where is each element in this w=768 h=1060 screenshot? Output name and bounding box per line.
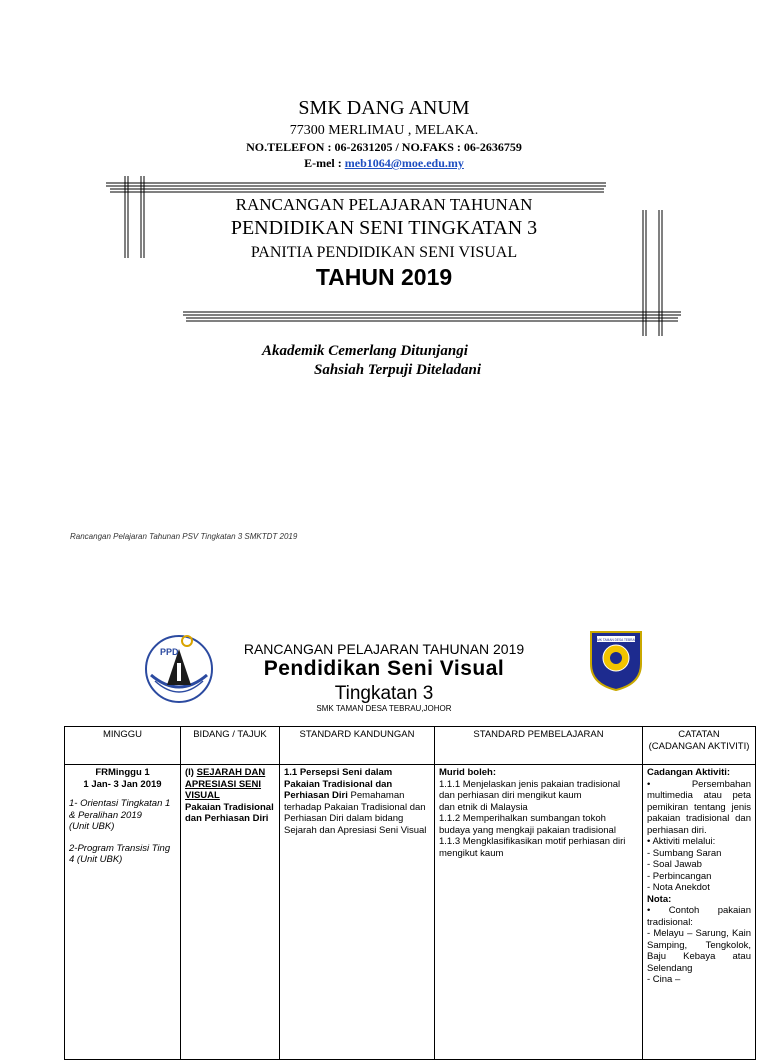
school-name: SMK DANG ANUM xyxy=(298,97,470,119)
week-note-1: 1- Orientasi Tingkatan 1 & Peralihan 2019 xyxy=(69,798,171,821)
subject-title: PENDIDIKAN SENI TINGKATAN 3 xyxy=(230,217,538,239)
footer-note: Rancangan Pelajaran Tahunan PSV Tingkatan 3 SMKTDT 2019 xyxy=(70,532,298,541)
bidang-area: SEJARAH DAN APRESIASI SENI VISUAL xyxy=(185,767,266,801)
year-title: TAHUN 2019 xyxy=(315,264,453,290)
catatan-item-5: - Perbincangan xyxy=(647,870,712,882)
school-address: 77300 MERLIMAU , MELAKA. xyxy=(289,123,479,138)
week-note-1b: (Unit UBK) xyxy=(69,821,115,832)
catatan-item-2: • Aktiviti melalui: xyxy=(647,836,716,847)
page2-school: SMK TAMAN DESA TEBRAU,JOHOR xyxy=(316,704,452,713)
page2-subject: Pendidikan Seni Visual xyxy=(263,657,505,680)
crest-text: SMK TAMAN DESA TEBRAU xyxy=(595,638,637,642)
catatan-item-1: • Persembahan multimedia atau peta pemikiran tentang jenis pakaian tradisional dan perhiasan diri. xyxy=(647,778,751,836)
week-note-2: 2-Program Transisi Ting 4 (Unit UBK) xyxy=(69,842,171,865)
header-bidang: BIDANG / TAJUK xyxy=(181,727,280,765)
catatan-item-8: - Melayu – Sarung, Kain Samping, Tengkolok, Baju Kebaya atau Selendang xyxy=(647,928,751,974)
catatan-item-4: - Soal Jawab xyxy=(647,859,702,870)
header-kandungan: STANDARD KANDUNGAN xyxy=(280,727,435,765)
motto-line-2: Sahsiah Terpuji Diteladani xyxy=(314,362,481,378)
cell-minggu xyxy=(65,765,181,1060)
kandungan-body: Pemahaman terhadap Pakaian Tradisional dan Perhiasan Diri dalam bidang Sejarah dan Apresiasi Seni Visual xyxy=(284,790,427,836)
catatan-heading: Cadangan Aktiviti: xyxy=(647,767,731,778)
pembelajaran-heading: Murid boleh: xyxy=(439,767,496,778)
email-label: E-mel : xyxy=(304,156,345,170)
bidang-prefix: (I) xyxy=(185,767,197,778)
cell-kandungan xyxy=(280,765,435,1060)
header-pembelajaran: STANDARD PEMBELAJARAN xyxy=(435,727,643,765)
cell-bidang xyxy=(181,765,280,1060)
email-link[interactable]: meb1064@moe.edu.my xyxy=(344,156,464,170)
table-row xyxy=(65,765,756,1060)
catatan-nota: Nota: xyxy=(647,893,672,905)
catatan-item-3: - Sumbang Saran xyxy=(647,847,722,859)
panel-title: PANITIA PENDIDIKAN SENI VISUAL xyxy=(250,244,518,261)
catatan-item-7: • Contoh pakaian tradisional: xyxy=(647,905,751,928)
motto-line-1: Akademik Cemerlang Ditunjangi xyxy=(262,343,468,359)
week-dates: 1 Jan- 3 Jan 2019 xyxy=(83,778,162,790)
plan-title: RANCANGAN PELAJARAN TAHUNAN xyxy=(235,195,533,214)
pembelajaran-item-2: 1.1.2 Memperihalkan sumbangan tokoh budaya yang mengkaji pakaian tradisional xyxy=(439,813,616,836)
school-phone-fax: NO.TELEFON : 06-2631205 / NO.FAKS : 06-2636759 xyxy=(246,140,522,154)
pembelajaran-item-3: 1.1.3 Mengklasifikasikan motif perhiasan diri mengikut kaum xyxy=(439,836,626,859)
pembelajaran-item-1: 1.1.1 Menjelaskan jenis pakaian tradisional dan perhiasan diri mengikut kaum xyxy=(439,778,621,801)
ppd-logo-text: PPD xyxy=(160,647,179,657)
lesson-plan-table xyxy=(64,726,756,1060)
cell-pembelajaran xyxy=(435,765,643,1060)
bidang-topic: Pakaian Tradisional dan Perhiasan Diri xyxy=(185,801,274,824)
page2-form: Tingkatan 3 xyxy=(334,683,434,704)
pembelajaran-item-1b: dan etnik di Malaysia xyxy=(439,801,528,813)
page2-title: RANCANGAN PELAJARAN TAHUNAN 2019 xyxy=(243,641,525,657)
cell-catatan xyxy=(643,765,756,1060)
header-minggu: MINGGU xyxy=(65,727,181,765)
kandungan-heading: 1.1 Persepsi Seni dalam Pakaian Tradisional dan Perhiasan Diri xyxy=(284,767,393,801)
table-header-row xyxy=(65,727,756,765)
week-label: FRMinggu 1 xyxy=(95,767,150,778)
catatan-item-6: - Nota Anekdot xyxy=(647,882,710,893)
catatan-item-9: - Cina – xyxy=(647,974,681,985)
header-catatan: CATATAN (CADANGAN AKTIVITI) xyxy=(643,727,756,765)
